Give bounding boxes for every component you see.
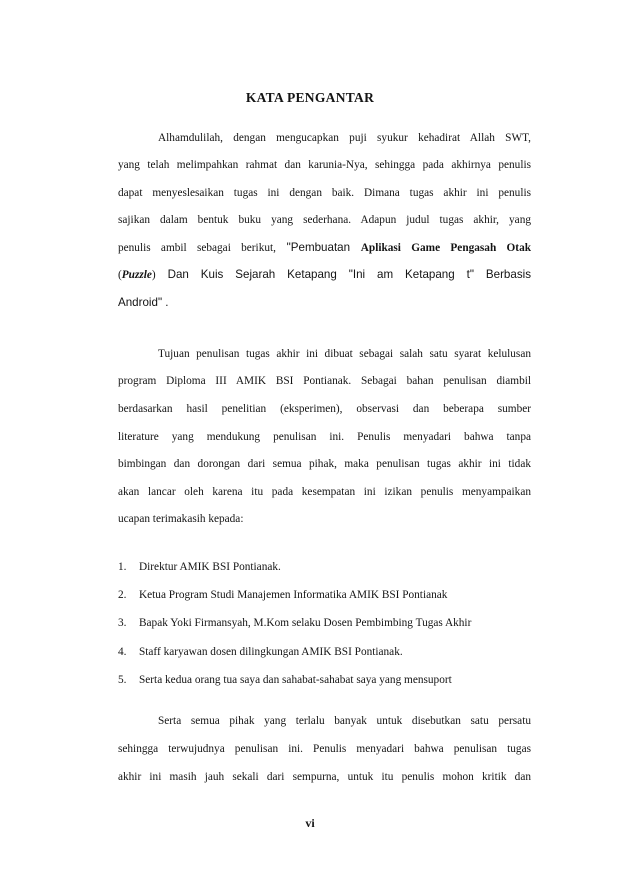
list-item: [118, 560, 538, 574]
paragraph-1-line-1: Alhamdulilah, dengan mengucapkan puji syukur kehadirat Allah SWT,: [158, 132, 531, 144]
line-6-rest: Dan Kuis Sejarah Ketapang "Ini am Ketapang t" Berbasis: [155, 268, 531, 281]
list-item: [118, 645, 538, 659]
line-5-quote-open: "Pembuatan: [275, 241, 361, 254]
line-5-bold-title: Aplikasi Game Pengasah Otak: [360, 242, 532, 254]
list-number: 1.: [118, 561, 127, 573]
line-5-prefix: penulis ambil sebagai berikut,: [118, 242, 276, 254]
page-title: KATA PENGANTAR: [245, 90, 375, 105]
list-item: [118, 616, 538, 630]
paragraph-3-line-1: Serta semua pihak yang terlalu banyak untuk disebutkan satu persatu: [158, 715, 531, 727]
paragraph-2-line-1: Tujuan penulisan tugas akhir ini dibuat sebagai salah satu syarat kelulusan: [158, 348, 531, 360]
paragraph-1-line-2: yang telah melimpahkan rahmat dan karunia-Nya, sehingga pada akhirnya penulis: [118, 159, 531, 171]
paragraph-2-line-5: bimbingan dan dorongan dari semua pihak, maka penulisan tugas akhir ini tidak: [118, 458, 531, 470]
paragraph-1-line-5: [118, 241, 531, 255]
list-text: Direktur AMIK BSI Pontianak.: [139, 561, 281, 573]
line-6-open-paren: (: [118, 269, 122, 281]
list-text: Bapak Yoki Firmansyah, M.Kom selaku Dosen Pembimbing Tugas Akhir: [139, 617, 472, 629]
list-number: 2.: [118, 589, 127, 601]
paragraph-2-line-6: akan lancar oleh karena itu pada kesempatan ini izikan penulis menyampaikan: [118, 486, 531, 498]
paragraph-2-line-3: berdasarkan hasil penelitian (eksperimen), observasi dan beberapa sumber: [118, 403, 531, 415]
paragraph-2-line-4: literature yang mendukung penulisan ini. Penulis menyadari bahwa tanpa: [118, 431, 531, 443]
list-item: [118, 673, 538, 687]
list-number: 5.: [118, 674, 127, 686]
paragraph-1-line-7: Android" .: [118, 296, 169, 309]
list-text: Serta kedua orang tua saya dan sahabat-sahabat saya yang mensuport: [139, 674, 452, 686]
paragraph-3-line-3: akhir ini masih jauh sekali dari sempurna, untuk itu penulis mohon kritik dan: [118, 771, 531, 783]
list-number: 3.: [118, 617, 127, 629]
list-number: 4.: [118, 646, 127, 658]
list-item: [118, 588, 538, 602]
line-6-italic-puzzle: Puzzle: [121, 269, 152, 281]
paragraph-1-line-6: [118, 268, 531, 282]
list-text: Staff karyawan dosen dilingkungan AMIK BSI Pontianak.: [139, 646, 403, 658]
line-6-close-paren: ): [151, 269, 156, 281]
paragraph-2-line-2: program Diploma III AMIK BSI Pontianak. Sebagai bahan penulisan diambil: [118, 375, 531, 387]
paragraph-1-line-4: sajikan dalam bentuk buku yang sederhana. Adapun judul tugas akhir, yang: [118, 214, 531, 226]
list-text: Ketua Program Studi Manajemen Informatika AMIK BSI Pontianak: [139, 589, 448, 601]
paragraph-2-line-7: ucapan terimakasih kepada:: [118, 513, 244, 525]
page-number: vi: [305, 816, 315, 830]
paragraph-1-line-3: dapat menyeslesaikan tugas ini dengan baik. Dimana tugas akhir ini penulis: [118, 187, 531, 199]
paragraph-3-line-2: sehingga terwujudnya penulisan ini. Penulis menyadari bahwa penulisan tugas: [118, 743, 531, 755]
